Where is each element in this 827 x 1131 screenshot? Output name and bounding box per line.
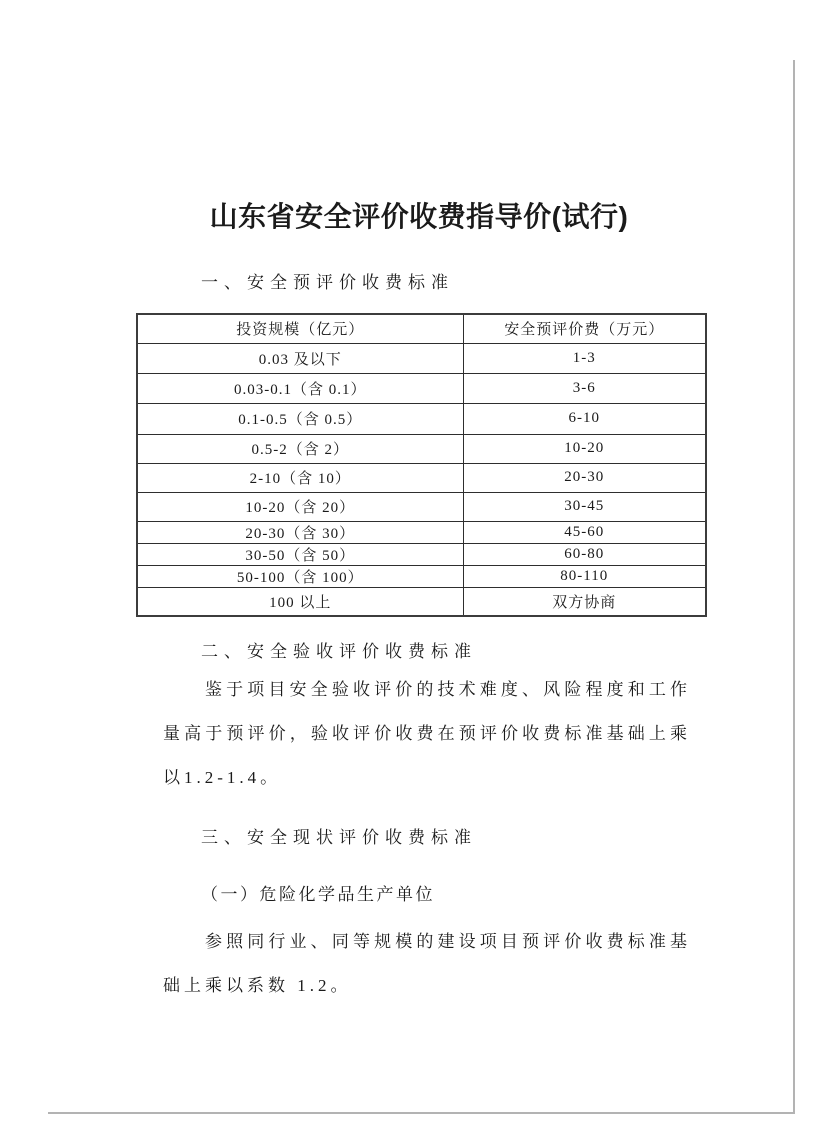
cell-fee-range: 6-10: [463, 403, 706, 434]
document-title: 山东省安全评价收费指导价(试行): [209, 201, 629, 232]
cell-investment-scale: 0.1-0.5（含 0.5）: [137, 403, 463, 434]
table-row: [137, 587, 706, 616]
cell-fee-range: 45-60: [463, 521, 706, 543]
section-2-heading: 二、安全验收评价收费标准: [201, 642, 477, 661]
table-row: [137, 521, 706, 543]
pre-evaluation-fee-table: [136, 313, 707, 617]
cell-investment-scale: 30-50（含 50）: [137, 543, 463, 565]
cell-fee-range: 3-6: [463, 373, 706, 403]
table-row: [137, 373, 706, 403]
cell-investment-scale: 20-30（含 30）: [137, 521, 463, 543]
section-3-sub-heading: （一）危险化学品生产单位: [201, 885, 435, 904]
cell-fee-range: 20-30: [463, 463, 706, 492]
cell-investment-scale: 0.03-0.1（含 0.1）: [137, 373, 463, 403]
table-header-row: [137, 314, 706, 343]
cell-investment-scale: 0.03 及以下: [137, 343, 463, 373]
page-bottom-edge: [48, 1112, 795, 1114]
table-row: [137, 343, 706, 373]
section-2-paragraph: 鉴于项目安全验收评价的技术难度、风险程度和工作量高于预评价，验收评价收费在预评价收费标准基础上乘以1.2-1.4。: [163, 680, 691, 787]
cell-fee-range: 30-45: [463, 492, 706, 521]
cell-investment-scale: 0.5-2（含 2）: [137, 434, 463, 463]
column-header-pre-evaluation-fee: 安全预评价费（万元）: [463, 314, 706, 343]
cell-fee-range: 10-20: [463, 434, 706, 463]
table-row: [137, 543, 706, 565]
column-header-investment-scale: 投资规模（亿元）: [137, 314, 463, 343]
cell-investment-scale: 2-10（含 10）: [137, 463, 463, 492]
cell-fee-range: 1-3: [463, 343, 706, 373]
cell-fee-range: 80-110: [463, 565, 706, 587]
cell-investment-scale: 50-100（含 100）: [137, 565, 463, 587]
section-3-paragraph: 参照同行业、同等规模的建设项目预评价收费标准基础上乘以系数 1.2。: [163, 932, 691, 995]
table-row: [137, 463, 706, 492]
page-right-edge: [793, 60, 795, 1113]
table-row: [137, 565, 706, 587]
table-row: [137, 434, 706, 463]
table-row: [137, 492, 706, 521]
cell-fee-range: 60-80: [463, 543, 706, 565]
section-3-heading: 三、安全现状评价收费标准: [201, 828, 477, 847]
fee-table-body: [137, 343, 706, 616]
section-1-heading: 一、安全预评价收费标准: [201, 273, 454, 292]
table-row: [137, 403, 706, 434]
cell-investment-scale: 100 以上: [137, 587, 463, 616]
cell-investment-scale: 10-20（含 20）: [137, 492, 463, 521]
cell-fee-range: 双方协商: [463, 587, 706, 616]
